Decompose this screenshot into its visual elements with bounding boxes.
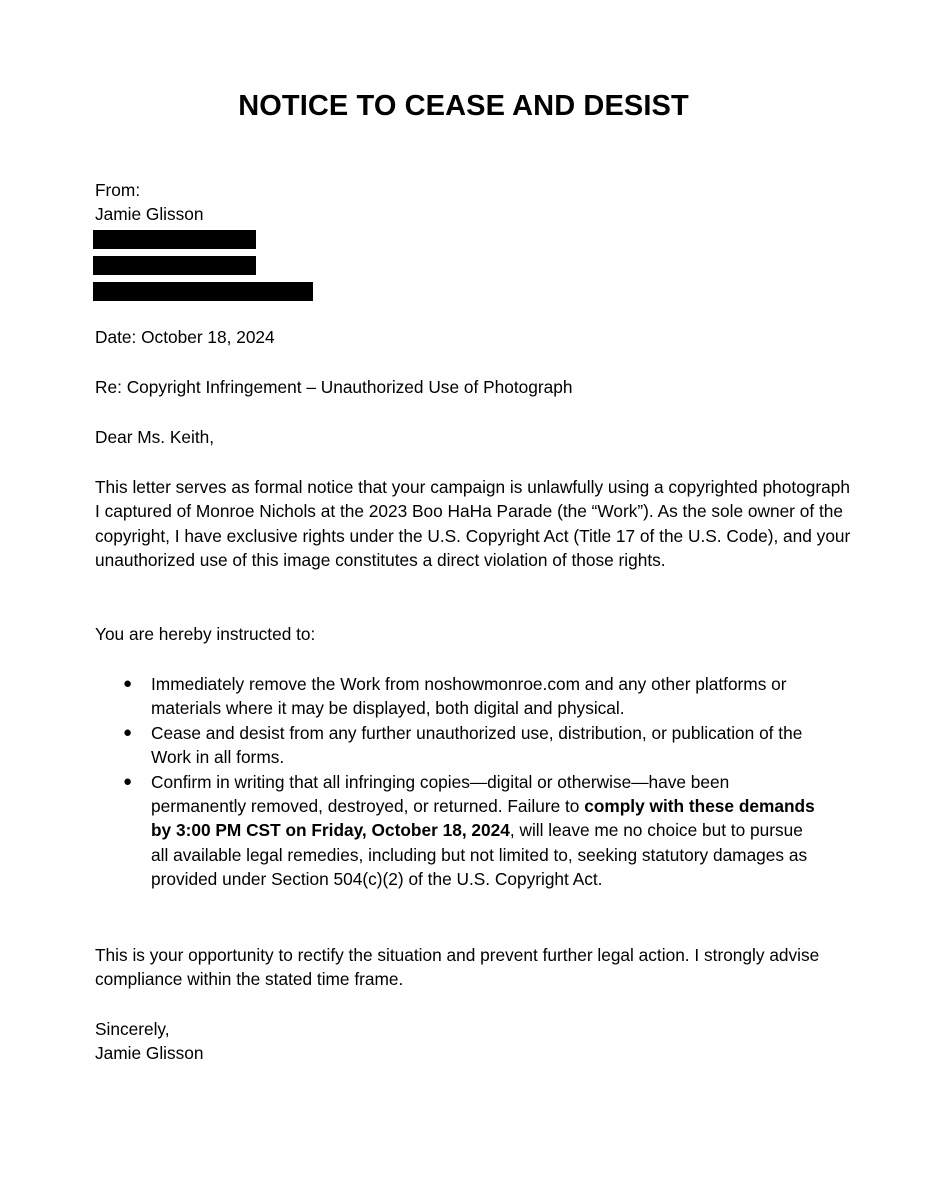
subject-line: Re: Copyright Infringement – Unauthorized Use of Photograph [95,377,573,397]
redaction-bar [93,230,256,249]
sender-name: Jamie Glisson [95,204,204,224]
signer-name: Jamie Glisson [95,1043,204,1063]
date-line: Date: October 18, 2024 [95,327,275,347]
list-item-text: Cease and desist from any further unauthorized use, distribution, or publication of the Work in all forms. [151,722,803,768]
list-item [123,672,823,721]
letter-title: NOTICE TO CEASE AND DESIST [238,90,689,122]
body-paragraph: This letter serves as formal notice that your campaign is unlawfully using a copyrighted photograph I captured of Monroe Nichols at the 2023 Boo HaHa Parade (the “Work”). As the sole owner of the copyright, I have exclusive rights under the U.S. Copyright Act (Title 17 of the U.S. Code), and your unauthorized use of this image constitutes a direct violation of those rights. [95,477,851,571]
list-item [123,721,823,770]
bullet-icon: ● [123,723,133,741]
instruction-list [123,672,823,892]
deadline-emphasis: comply with these demands by 3:00 PM CST on Friday, October 18, 2024 [151,796,815,841]
list-item [123,770,823,892]
bullet-icon: ● [123,772,133,790]
bullet-icon: ● [123,675,133,692]
closing-paragraph: This is your opportunity to rectify the situation and prevent further legal action. I strongly advise compliance within the stated time frame. [95,945,820,990]
from-label: From: [95,180,141,200]
redaction-bar [93,282,313,301]
salutation: Dear Ms. Keith, [95,427,215,447]
list-item-text: Confirm in writing that all infringing copies—digital or otherwise—have been permanently removed, destroyed, or returned. Failure to [151,771,730,817]
signoff: Sincerely, [95,1019,170,1039]
list-item-text: , will leave me no choice but to pursue all available legal remedies, including but not limited to, seeking statutory damages as provided under Section 504(c)(2) of the U.S. Copyright Act. [151,820,808,890]
list-item-text: Immediately remove the Work from noshowmonroe.com and any other platforms or materials where it may be displayed, both digital and physical. [151,674,787,719]
redaction-bar [93,256,256,275]
instruction-intro: You are hereby instructed to: [95,624,316,644]
